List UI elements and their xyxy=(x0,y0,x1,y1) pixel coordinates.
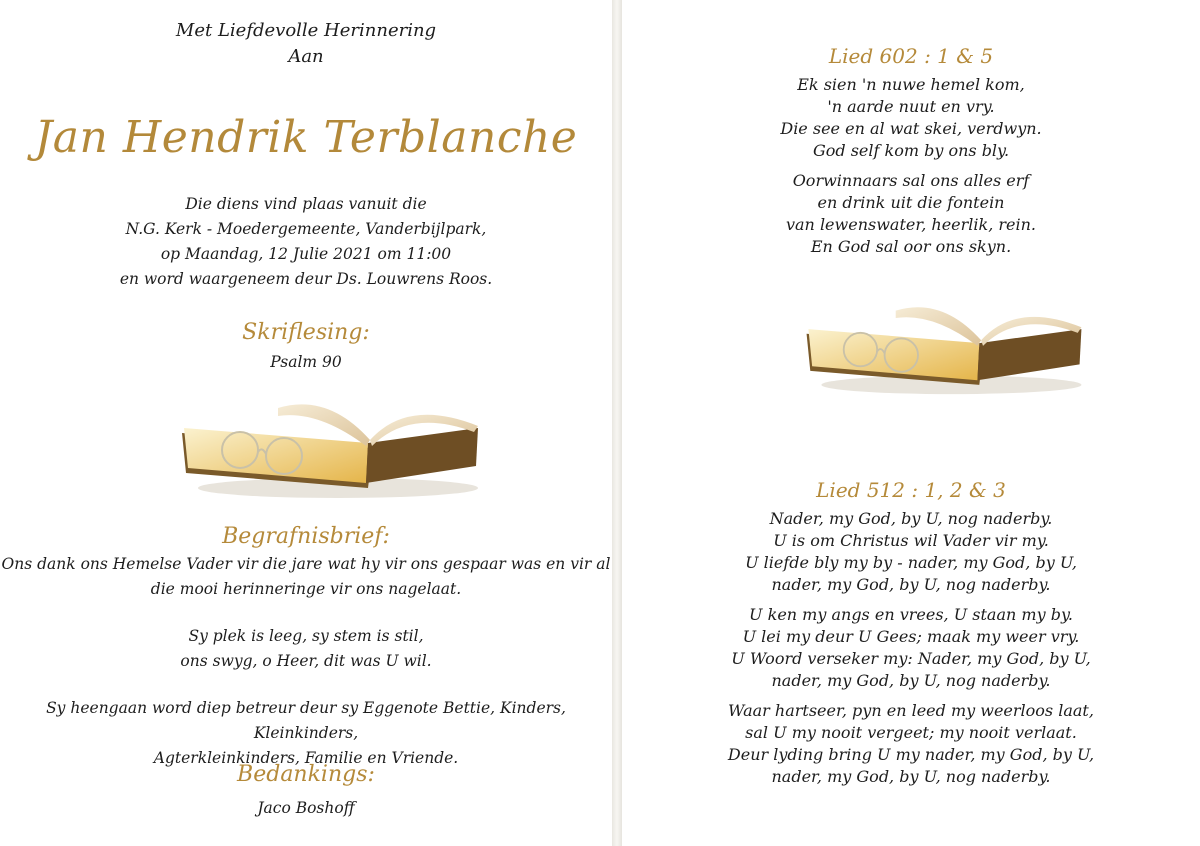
header-line-1: Met Liefdevolle Herinnering xyxy=(175,20,437,41)
service-line: Die diens vind plaas vanuit die xyxy=(185,195,427,213)
verse-line: en drink uit die fontein xyxy=(817,193,1005,212)
letter-line: Ons dank ons Hemelse Vader vir die jare wat hy vir ons gespaar was en vir al xyxy=(1,555,611,573)
verse-line: Nader, my God, by U, nog naderby. xyxy=(769,509,1053,528)
hymn-1-verses xyxy=(622,74,1200,266)
hymn-1-verse-1 xyxy=(622,74,1200,162)
verse-line: nader, my God, by U, nog naderby. xyxy=(771,767,1051,786)
hymn-2-verse-3 xyxy=(622,700,1200,788)
verse-line: U liefde bly my by - nader, my God, by U, xyxy=(745,553,1077,572)
header xyxy=(0,18,612,70)
open-book-with-glasses-icon xyxy=(178,388,482,500)
verse-line: 'n aarde nuut en vry. xyxy=(827,97,995,116)
letter-line: Agterkleinkinders, Familie en Vriende. xyxy=(153,749,459,767)
service-line: op Maandag, 12 Julie 2021 om 11:00 xyxy=(160,245,452,263)
letter-title: Begrafnisbrief: xyxy=(222,524,390,549)
verse-line: nader, my God, by U, nog naderby. xyxy=(771,575,1051,594)
letter-line: ons swyg, o Heer, dit was U wil. xyxy=(180,652,432,670)
hymn-1-verse-2 xyxy=(622,170,1200,258)
thanks-title: Bedankings: xyxy=(237,762,375,787)
thanks-name: Jaco Boshoff xyxy=(257,799,355,817)
verse-line: En God sal oor ons skyn. xyxy=(810,237,1012,256)
verse-line: Deur lyding bring U my nader, my God, by U, xyxy=(727,745,1095,764)
deceased-name: Jan Hendrik Terblanche xyxy=(34,112,578,163)
open-book-with-glasses-icon xyxy=(802,292,1086,396)
verse-line: van lewenswater, heerlik, rein. xyxy=(785,215,1037,234)
letter-line: die mooi herinneringe vir ons nagelaat. xyxy=(150,580,462,598)
service-line: N.G. Kerk - Moedergemeente, Vanderbijlpark, xyxy=(125,220,487,238)
verse-line: nader, my God, by U, nog naderby. xyxy=(771,671,1051,690)
verse-line: Die see en al wat skei, verdwyn. xyxy=(780,119,1042,138)
letter-line: Sy plek is leeg, sy stem is stil, xyxy=(188,627,424,645)
verse-line: U is om Christus wil Vader vir my. xyxy=(773,531,1049,550)
reading-title: Skriflesing: xyxy=(242,320,370,345)
verse-line: God self kom by ons bly. xyxy=(812,141,1010,160)
letter-paragraph-2 xyxy=(0,624,612,674)
verse-line: U lei my deur U Gees; maak my weer vry. xyxy=(742,627,1080,646)
verse-line: Ek sien 'n nuwe hemel kom, xyxy=(797,75,1025,94)
reading: Psalm 90 xyxy=(270,353,342,371)
service-line: en word waargeneem deur Ds. Louwrens Roos. xyxy=(119,270,493,288)
hymn-2-verse-1 xyxy=(622,508,1200,596)
service-details xyxy=(0,192,612,292)
verse-line: Oorwinnaars sal ons alles erf xyxy=(792,171,1030,190)
verse-line: sal U my nooit vergeet; my nooit verlaat. xyxy=(745,723,1077,742)
letter-paragraph-1 xyxy=(0,552,612,602)
header-line-2: Aan xyxy=(288,46,324,67)
hymn-1-title: Lied 602 : 1 & 5 xyxy=(828,44,994,68)
hymn-2-verses xyxy=(622,508,1200,796)
right-page xyxy=(622,0,1200,846)
verse-line: U Woord verseker my: Nader, my God, by U, xyxy=(731,649,1091,668)
verse-line: Waar hartseer, pyn en leed my weerloos laat, xyxy=(728,701,1094,720)
page-fold xyxy=(612,0,622,846)
verse-line: U ken my angs en vrees, U staan my by. xyxy=(749,605,1073,624)
hymn-2-verse-2 xyxy=(622,604,1200,692)
hymn-2-title: Lied 512 : 1, 2 & 3 xyxy=(816,478,1006,502)
letter-line: Sy heengaan word diep betreur deur sy Eggenote Bettie, Kinders, Kleinkinders, xyxy=(46,699,566,742)
